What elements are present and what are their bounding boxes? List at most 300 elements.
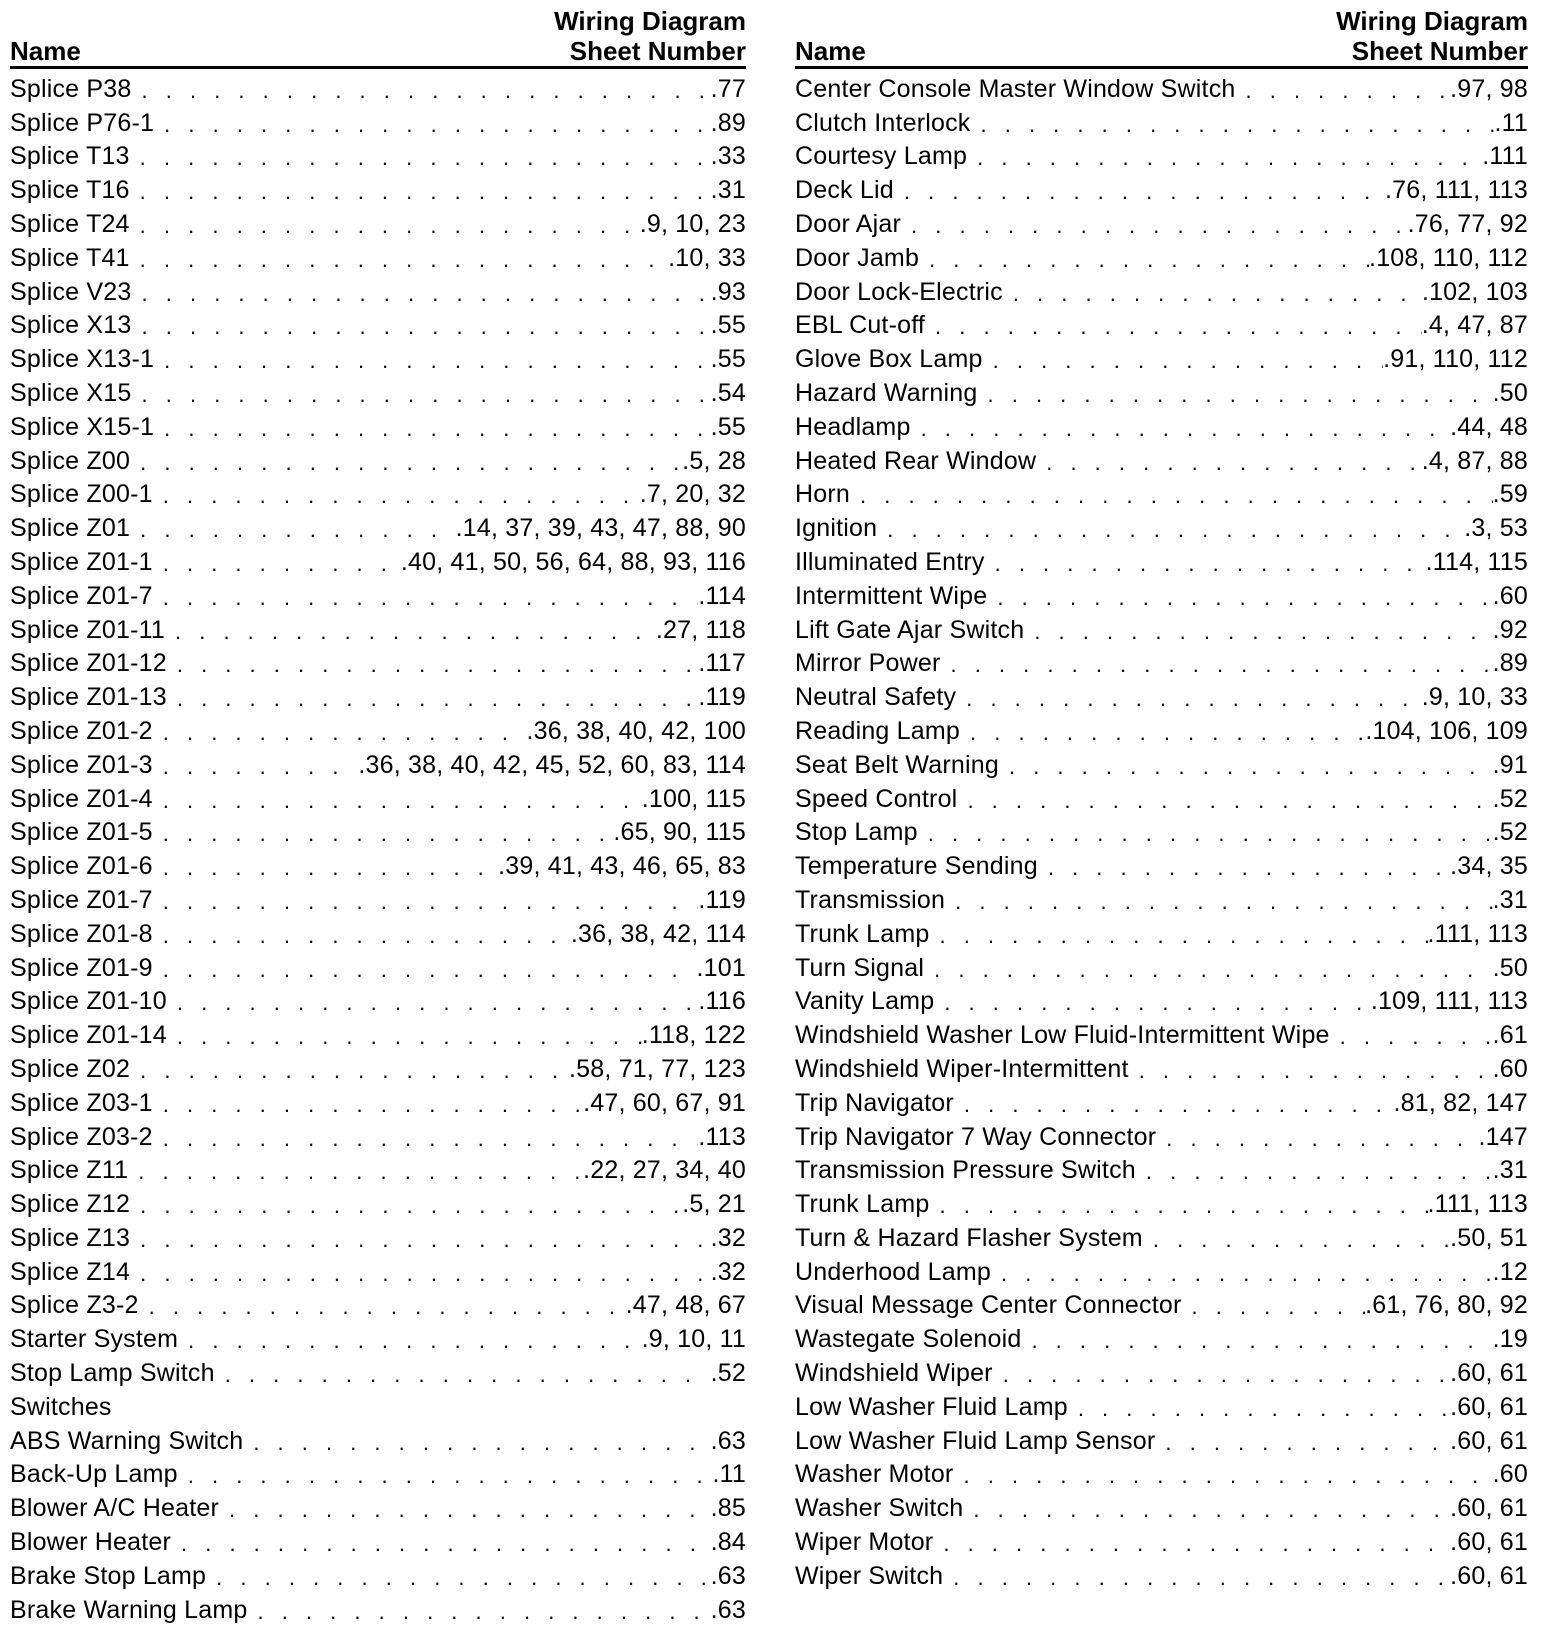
index-entry	[10, 1052, 746, 1086]
entry-name: Splice Z01-1	[10, 547, 153, 576]
sheet-header-line-2: Sheet Number	[1351, 36, 1528, 66]
dot-leader	[163, 955, 697, 985]
dot-leader	[967, 786, 1492, 816]
dot-leader	[944, 988, 1371, 1018]
entry-sheet-numbers: .147	[1478, 1122, 1528, 1151]
entry-sheet-numbers: .14, 37, 39, 43, 47, 88, 90	[455, 514, 746, 543]
dot-leader	[966, 684, 1422, 714]
dot-leader	[163, 887, 699, 917]
index-column-left	[10, 0, 746, 1627]
entry-sheet-numbers: .3, 53	[1464, 514, 1528, 543]
entry-name: EBL Cut-off	[795, 311, 926, 340]
index-entry-list	[795, 72, 1528, 1593]
dot-leader	[163, 549, 401, 579]
entry-name: Starter System	[10, 1325, 179, 1354]
dot-leader	[225, 1360, 711, 1390]
dot-leader	[1192, 1292, 1366, 1322]
entry-name: Switches	[10, 1392, 112, 1421]
sheet-number-header	[554, 6, 746, 66]
entry-name: Door Ajar	[795, 209, 902, 238]
entry-sheet-numbers: .47, 48, 67	[625, 1291, 746, 1320]
dot-leader	[1146, 1157, 1493, 1187]
entry-name: Splice Z00	[10, 446, 131, 475]
index-entry	[795, 275, 1528, 309]
entry-name: Splice Z12	[10, 1190, 131, 1219]
entry-sheet-numbers: .55	[710, 311, 746, 340]
dot-leader	[1165, 1428, 1450, 1458]
entry-sheet-numbers: .111, 113	[1427, 919, 1528, 948]
index-entry	[10, 478, 746, 512]
entry-sheet-numbers: .36, 38, 42, 114	[570, 919, 746, 948]
index-entry	[10, 207, 746, 241]
entry-sheet-numbers: .5, 28	[682, 446, 746, 475]
entry-name: Splice Z01-8	[10, 919, 153, 948]
index-entry	[795, 342, 1528, 376]
dot-leader	[964, 1090, 1394, 1120]
entry-sheet-numbers: .31	[1492, 1156, 1528, 1185]
index-entry	[795, 376, 1528, 410]
entry-name: Splice P76-1	[10, 108, 155, 137]
entry-name: Windshield Wiper	[795, 1359, 993, 1388]
dot-leader	[904, 177, 1385, 207]
entry-name: Courtesy Lamp	[795, 142, 968, 171]
entry-name: Splice T16	[10, 176, 130, 205]
entry-sheet-numbers: .9, 10, 11	[641, 1325, 746, 1354]
entry-sheet-numbers: .61, 76, 80, 92	[1365, 1291, 1528, 1320]
index-entry	[10, 1458, 746, 1492]
entry-sheet-numbers: .114	[698, 581, 746, 610]
entry-sheet-numbers: .22, 27, 34, 40	[583, 1156, 746, 1185]
entry-sheet-numbers: .63	[710, 1426, 746, 1455]
entry-name: Mirror Power	[795, 649, 941, 678]
dot-leader	[981, 110, 1495, 140]
dot-leader	[181, 1529, 711, 1559]
index-entry	[10, 1593, 746, 1627]
dot-leader	[163, 1124, 699, 1154]
entry-sheet-numbers: .104, 106, 109	[1365, 716, 1528, 745]
dot-leader	[950, 650, 1492, 680]
entry-name: Trunk Lamp	[795, 919, 930, 948]
entry-sheet-numbers: .58, 71, 77, 123	[569, 1054, 746, 1083]
index-entry	[795, 1187, 1528, 1221]
index-entry	[795, 241, 1528, 275]
index-entry	[10, 1491, 746, 1525]
entry-sheet-numbers: .47, 60, 67, 91	[583, 1088, 746, 1117]
entry-name: Glove Box Lamp	[795, 345, 983, 374]
entry-sheet-numbers: .84	[710, 1528, 746, 1557]
index-entry	[10, 545, 746, 579]
entry-name: Splice V23	[10, 277, 132, 306]
dot-leader	[140, 245, 668, 275]
entry-name: Splice Z03-1	[10, 1088, 153, 1117]
dot-leader	[175, 617, 656, 647]
entry-sheet-numbers: .81, 82, 147	[1393, 1088, 1528, 1117]
index-entry	[10, 647, 746, 681]
index-entry	[795, 883, 1528, 917]
dot-leader	[163, 819, 614, 849]
entry-name: Deck Lid	[795, 176, 894, 205]
entry-sheet-numbers: .117	[698, 649, 746, 678]
entry-name: Trip Navigator	[795, 1088, 954, 1117]
dot-leader	[163, 481, 640, 511]
entry-name: Trip Navigator 7 Way Connector	[795, 1122, 1157, 1151]
dot-leader	[929, 245, 1369, 275]
index-entry	[795, 1154, 1528, 1188]
entry-sheet-numbers: .5, 21	[682, 1190, 746, 1219]
entry-sheet-numbers: .4, 87, 88	[1421, 446, 1528, 475]
index-entry	[795, 1221, 1528, 1255]
entry-sheet-numbers: .52	[710, 1359, 746, 1388]
index-entry	[10, 680, 746, 714]
entry-name: Washer Switch	[795, 1494, 964, 1523]
entry-sheet-numbers: .39, 41, 43, 46, 65, 83	[498, 852, 746, 881]
column-header	[10, 0, 746, 69]
entry-sheet-numbers: .36, 38, 40, 42, 45, 52, 60, 83, 114	[358, 750, 746, 779]
index-entry	[10, 816, 746, 850]
entry-name: Brake Stop Lamp	[10, 1561, 207, 1590]
dot-leader	[939, 921, 1427, 951]
entry-sheet-numbers: .40, 41, 50, 56, 64, 88, 93, 116	[400, 547, 746, 576]
entry-name: Trunk Lamp	[795, 1190, 930, 1219]
entry-name: Visual Message Center Connector	[795, 1291, 1182, 1320]
entry-sheet-numbers: .65, 90, 115	[613, 818, 746, 847]
entry-name: Splice Z01-11	[10, 615, 165, 644]
index-entry	[795, 410, 1528, 444]
index-entry	[10, 1289, 746, 1323]
name-header: Name	[795, 36, 866, 66]
entry-sheet-numbers: .33	[710, 142, 746, 171]
index-entry	[795, 106, 1528, 140]
entry-name: Center Console Master Window Switch	[795, 74, 1236, 103]
entry-sheet-numbers: .97, 98	[1450, 74, 1528, 103]
dot-leader	[140, 1225, 711, 1255]
entry-name: Splice Z01-10	[10, 987, 167, 1016]
dot-leader	[142, 380, 711, 410]
index-entry	[795, 1390, 1528, 1424]
dot-leader	[164, 414, 710, 444]
dot-leader	[188, 1326, 641, 1356]
index-entry	[10, 1525, 746, 1559]
entry-name: Stop Lamp Switch	[10, 1359, 215, 1388]
index-entry	[795, 849, 1528, 883]
entry-name: Neutral Safety	[795, 683, 957, 712]
entry-name: Seat Belt Warning	[795, 750, 999, 779]
entry-name: Turn Signal	[795, 953, 925, 982]
dot-leader	[163, 583, 699, 613]
entry-sheet-numbers: .12	[1492, 1257, 1528, 1286]
dot-leader	[142, 76, 711, 106]
index-entry	[795, 1052, 1528, 1086]
entry-sheet-numbers: .114, 115	[1425, 547, 1528, 576]
index-entry	[795, 1289, 1528, 1323]
dot-leader	[140, 211, 640, 241]
dot-leader	[163, 752, 359, 782]
entry-sheet-numbers: .60, 61	[1450, 1528, 1528, 1557]
index-entry	[795, 207, 1528, 241]
dot-leader	[977, 143, 1482, 173]
dot-leader	[149, 1292, 626, 1322]
entry-name: Underhood Lamp	[795, 1257, 991, 1286]
entry-name: Transmission Pressure Switch	[795, 1156, 1136, 1185]
index-entry	[10, 985, 746, 1019]
dot-leader	[935, 312, 1422, 342]
entry-sheet-numbers: .19	[1492, 1325, 1528, 1354]
dot-leader	[993, 346, 1384, 376]
dot-leader	[1003, 1360, 1450, 1390]
index-entry	[795, 985, 1528, 1019]
entry-sheet-numbers: .113	[698, 1122, 746, 1151]
entry-name: Wastegate Solenoid	[795, 1325, 1022, 1354]
entry-sheet-numbers: .60, 61	[1450, 1392, 1528, 1421]
entry-name: Transmission	[795, 885, 946, 914]
index-entry	[10, 748, 746, 782]
dot-leader	[1013, 279, 1422, 309]
index-entry	[10, 883, 746, 917]
entry-name: Splice Z01-7	[10, 581, 153, 610]
index-entry	[795, 1491, 1528, 1525]
dot-leader	[163, 718, 527, 748]
index-entry	[10, 1221, 746, 1255]
entry-name: Splice X15	[10, 378, 132, 407]
dot-leader	[164, 110, 710, 140]
entry-sheet-numbers: .36, 38, 40, 42, 100	[526, 716, 746, 745]
entry-name: Clutch Interlock	[795, 108, 971, 137]
entry-sheet-numbers: .50, 51	[1450, 1223, 1528, 1252]
index-entry	[10, 1424, 746, 1458]
entry-name: Splice Z02	[10, 1054, 131, 1083]
dot-leader	[988, 380, 1493, 410]
entry-sheet-numbers: .63	[710, 1595, 746, 1624]
dot-leader	[1139, 1056, 1493, 1086]
index-entry	[10, 951, 746, 985]
entry-sheet-numbers: .60, 61	[1450, 1494, 1528, 1523]
entry-sheet-numbers: .91, 110, 112	[1383, 345, 1528, 374]
dot-leader	[253, 1428, 710, 1458]
index-entry	[10, 106, 746, 140]
entry-sheet-numbers: .50	[1492, 953, 1528, 982]
index-entry	[795, 1120, 1528, 1154]
entry-name: Splice T13	[10, 142, 130, 171]
dot-leader	[887, 515, 1464, 545]
entry-sheet-numbers: .55	[710, 412, 746, 441]
entry-name: Splice Z03-2	[10, 1122, 153, 1151]
dot-leader	[963, 1461, 1492, 1491]
index-entry	[795, 816, 1528, 850]
entry-name: Splice Z01-5	[10, 818, 153, 847]
dot-leader	[163, 853, 498, 883]
index-entry	[795, 478, 1528, 512]
dot-leader	[140, 515, 456, 545]
entry-name: Temperature Sending	[795, 852, 1038, 881]
entry-name: Splice T41	[10, 243, 130, 272]
entry-name: Horn	[795, 480, 850, 509]
entry-sheet-numbers: .60, 61	[1450, 1561, 1528, 1590]
dot-leader	[177, 684, 699, 714]
index-entry	[10, 140, 746, 174]
entry-sheet-numbers: .60, 61	[1450, 1359, 1528, 1388]
index-entry	[795, 545, 1528, 579]
dot-leader	[860, 481, 1493, 511]
dot-leader	[258, 1597, 711, 1627]
entry-name: Speed Control	[795, 784, 958, 813]
sheet-header-line-1: Wiring Diagram	[1336, 6, 1528, 36]
sheet-number-header	[1336, 6, 1528, 66]
index-entry	[795, 309, 1528, 343]
entry-name: Washer Motor	[795, 1460, 954, 1489]
entry-name: Splice Z3-2	[10, 1291, 139, 1320]
entry-sheet-numbers: .9, 10, 33	[1421, 683, 1528, 712]
entry-sheet-numbers: .50	[1492, 378, 1528, 407]
index-entry	[795, 1458, 1528, 1492]
index-entry	[795, 1018, 1528, 1052]
entry-name: Splice Z01-14	[10, 1021, 167, 1050]
dot-leader	[140, 143, 711, 173]
index-entry	[10, 275, 746, 309]
entry-sheet-numbers: .76, 111, 113	[1385, 176, 1528, 205]
entry-name: Splice Z00-1	[10, 480, 153, 509]
entry-name: Brake Warning Lamp	[10, 1595, 248, 1624]
entry-name: Splice Z01-13	[10, 683, 167, 712]
entry-name: Turn & Hazard Flasher System	[795, 1223, 1143, 1252]
index-entry	[795, 1525, 1528, 1559]
dot-leader	[1246, 76, 1451, 106]
dot-leader	[943, 1529, 1450, 1559]
entry-name: Splice Z01	[10, 514, 131, 543]
entry-sheet-numbers: .60	[1492, 1460, 1528, 1489]
dot-leader	[995, 549, 1426, 579]
index-entry	[10, 342, 746, 376]
entry-sheet-numbers: .54	[710, 378, 746, 407]
index-entry	[795, 613, 1528, 647]
index-entry	[795, 511, 1528, 545]
entry-sheet-numbers: .52	[1492, 818, 1528, 847]
dot-leader	[140, 1259, 711, 1289]
dot-leader	[140, 1191, 682, 1221]
dot-leader	[140, 177, 711, 207]
entry-name: Vanity Lamp	[795, 987, 935, 1016]
index-entry	[795, 1255, 1528, 1289]
index-entry	[795, 917, 1528, 951]
entry-name: Ignition	[795, 514, 878, 543]
index-entry	[795, 782, 1528, 816]
entry-name: Hazard Warning	[795, 378, 978, 407]
index-entry	[10, 1187, 746, 1221]
index-entry	[795, 1356, 1528, 1390]
entry-sheet-numbers: .85	[710, 1494, 746, 1523]
entry-sheet-numbers: .89	[710, 108, 746, 137]
entry-name: Splice X13	[10, 311, 132, 340]
index-entry	[10, 1086, 746, 1120]
entry-sheet-numbers: .31	[1492, 885, 1528, 914]
dot-leader	[1034, 617, 1492, 647]
entry-name: Wiper Motor	[795, 1528, 934, 1557]
entry-sheet-numbers: .59	[1492, 480, 1528, 509]
entry-sheet-numbers: .11	[712, 1460, 746, 1489]
name-header: Name	[10, 36, 81, 66]
entry-sheet-numbers: .32	[710, 1223, 746, 1252]
entry-name: Splice Z01-6	[10, 852, 153, 881]
entry-name: Splice Z01-12	[10, 649, 167, 678]
dot-leader	[1166, 1124, 1478, 1154]
entry-sheet-numbers: .31	[710, 176, 746, 205]
dot-leader	[138, 1157, 583, 1187]
entry-name: Low Washer Fluid Lamp	[795, 1392, 1068, 1421]
index-entry	[10, 444, 746, 478]
entry-name: Splice X13-1	[10, 345, 155, 374]
entry-sheet-numbers: .109, 111, 113	[1370, 987, 1528, 1016]
index-entry	[795, 1322, 1528, 1356]
entry-sheet-numbers: .91	[1492, 750, 1528, 779]
sheet-header-line-1: Wiring Diagram	[554, 6, 746, 36]
index-entry	[10, 782, 746, 816]
index-entry	[795, 72, 1528, 106]
entry-sheet-numbers: .60	[1492, 581, 1528, 610]
sheet-header-line-2: Sheet Number	[569, 36, 746, 66]
entry-sheet-numbers: .4, 47, 87	[1421, 311, 1528, 340]
entry-sheet-numbers: .119	[698, 885, 746, 914]
index-entry	[10, 410, 746, 444]
entry-sheet-numbers: .63	[710, 1561, 746, 1590]
index-entry-list	[10, 72, 746, 1627]
dot-leader	[921, 414, 1451, 444]
entry-name: Wiper Switch	[795, 1561, 944, 1590]
entry-name: Windshield Washer Low Fluid-Intermittent Wipe	[795, 1021, 1330, 1050]
index-entry	[10, 849, 746, 883]
entry-name: Door Lock-Electric	[795, 277, 1003, 306]
dot-leader	[911, 211, 1408, 241]
index-entry	[10, 1154, 746, 1188]
index-entry	[10, 1255, 746, 1289]
dot-leader	[177, 1022, 642, 1052]
entry-name: Splice Z13	[10, 1223, 131, 1252]
dot-leader	[973, 1495, 1450, 1525]
entry-name: ABS Warning Switch	[10, 1426, 244, 1455]
entry-sheet-numbers: .118, 122	[641, 1021, 746, 1050]
column-header	[795, 0, 1528, 69]
index-entry	[10, 309, 746, 343]
index-entry	[795, 714, 1528, 748]
entry-sheet-numbers: .89	[1492, 649, 1528, 678]
dot-leader	[1048, 853, 1450, 883]
index-entry	[795, 647, 1528, 681]
entry-name: Splice T24	[10, 209, 130, 238]
dot-leader	[229, 1495, 711, 1525]
index-entry	[10, 511, 746, 545]
index-entry	[10, 1356, 746, 1390]
entry-name: Splice Z01-9	[10, 953, 153, 982]
dot-leader	[164, 346, 710, 376]
dot-leader	[1046, 448, 1422, 478]
index-column-right	[795, 0, 1528, 1593]
entry-name: Splice Z01-4	[10, 784, 153, 813]
entry-name: Splice Z01-2	[10, 716, 153, 745]
entry-name: Lift Gate Ajar Switch	[795, 615, 1025, 644]
entry-sheet-numbers: .7, 20, 32	[639, 480, 746, 509]
entry-sheet-numbers: .55	[710, 345, 746, 374]
index-entry	[10, 613, 746, 647]
dot-leader	[188, 1461, 713, 1491]
entry-sheet-numbers: .52	[1492, 784, 1528, 813]
dot-leader	[955, 887, 1493, 917]
dot-leader	[928, 819, 1493, 849]
dot-leader	[1153, 1225, 1450, 1255]
entry-sheet-numbers: .100, 115	[641, 784, 746, 813]
index-entry	[795, 1086, 1528, 1120]
entry-name: Splice Z14	[10, 1257, 131, 1286]
entry-sheet-numbers: .9, 10, 23	[639, 209, 746, 238]
entry-sheet-numbers: .102, 103	[1421, 277, 1528, 306]
entry-sheet-numbers: .60	[1492, 1054, 1528, 1083]
